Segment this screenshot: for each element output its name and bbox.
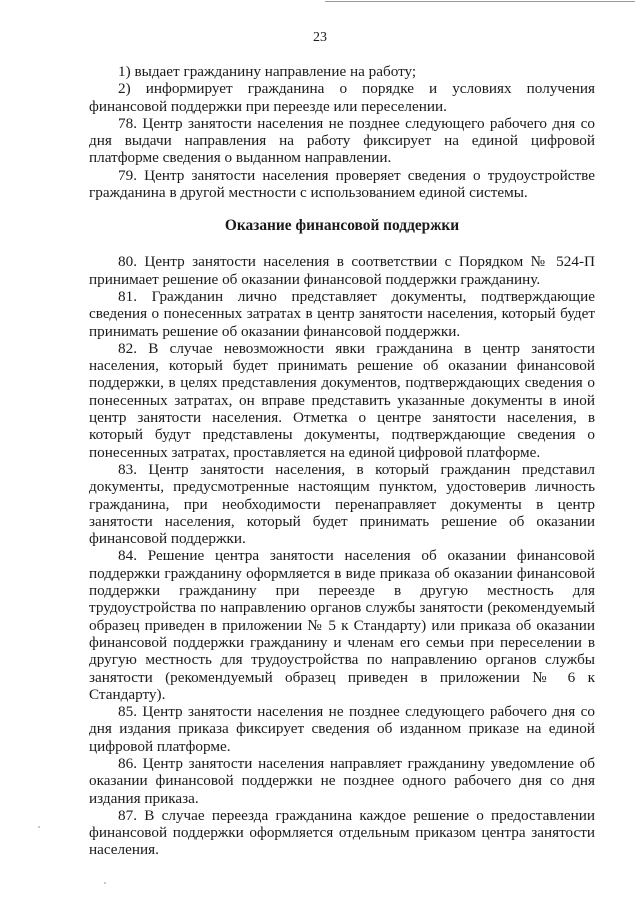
paragraph-80: 80. Центр занятости населения в соответствии с Порядком № 524-П принимает решение об оказании финансовой поддержки гражданину. bbox=[89, 253, 595, 288]
section-heading: Оказание финансовой поддержки bbox=[224, 217, 460, 235]
scan-speck bbox=[38, 826, 40, 828]
page-number: 23 bbox=[313, 30, 327, 45]
paragraph-78: 78. Центр занятости населения не позднее следующего рабочего дня со дня выдачи направления на работу фиксирует на единой цифровой платформе сведения о выданном направлении. bbox=[89, 114, 595, 167]
paragraph-81: 81. Гражданин лично представляет документы, подтверждающие сведения о понесенных затратах в центр занятости населения, который будет принимать решение об оказании финансовой поддержки. bbox=[89, 287, 595, 340]
scan-speck bbox=[104, 882, 106, 884]
paragraph-85: 85. Центр занятости населения не позднее следующего рабочего дня со дня издания приказа фиксирует сведения об изданном приказе на единой цифровой платформе. bbox=[89, 703, 595, 755]
paragraph-84: 84. Решение центра занятости населения об оказании финансовой поддержки гражданину оформляется в виде приказа об оказании финансовой поддержки гражданину при переезде в другую местность для трудоустройства по направлению органов службы занятости (рекомендуемый образец приведен в приложении № 5 к Стандарту) или приказа об оказании финансовой поддержки гражданину и членам его семьи при переселении в другую местность для трудоустройства по направлению органов службы занятости (рекомендуемый образец приведен в приложении № 6 к Стандарту). bbox=[89, 547, 595, 703]
paragraph-item-1: 1) выдает гражданину направление на работу; bbox=[118, 63, 417, 80]
paragraph-item-2: 2) информирует гражданина о порядке и условиях получения финансовой поддержки при переезде или переселении. bbox=[89, 80, 595, 115]
paragraph-87: 87. В случае переезда гражданина каждое решение о предоставлении финансовой поддержки оформляется отдельным приказом центра занятости населения. bbox=[89, 806, 595, 859]
document-body bbox=[89, 63, 595, 859]
paragraph-82: 82. В случае невозможности явки гражданина в центр занятости населения, который будет принимать решение об оказании финансовой поддержки, в целях представления документов, подтверждающих сведения о понесенных затратах, он вправе представить указанные документы в иной центр занятости населения. Отметка о центре занятости населения, в который будут представлены документы, подтверждающие сведения о понесенных затратах, проставляется на единой цифровой платформе. bbox=[89, 339, 595, 461]
paragraph-83: 83. Центр занятости населения, в который гражданин представил документы, предусмотренные настоящим пунктом, удостоверив личность гражданина, при необходимости перенаправляет документы в центр занятости населения, который будет принимать решение об оказании финансовой поддержки. bbox=[89, 460, 595, 548]
scan-edge-line bbox=[325, 1, 635, 2]
paragraph-79: 79. Центр занятости населения проверяет сведения о трудоустройстве гражданина в другой местности с использованием единой системы. bbox=[89, 166, 595, 202]
paragraph-86: 86. Центр занятости населения направляет гражданину уведомление об оказании финансовой поддержки не позднее одного рабочего дня со дня издания приказа. bbox=[89, 754, 595, 807]
